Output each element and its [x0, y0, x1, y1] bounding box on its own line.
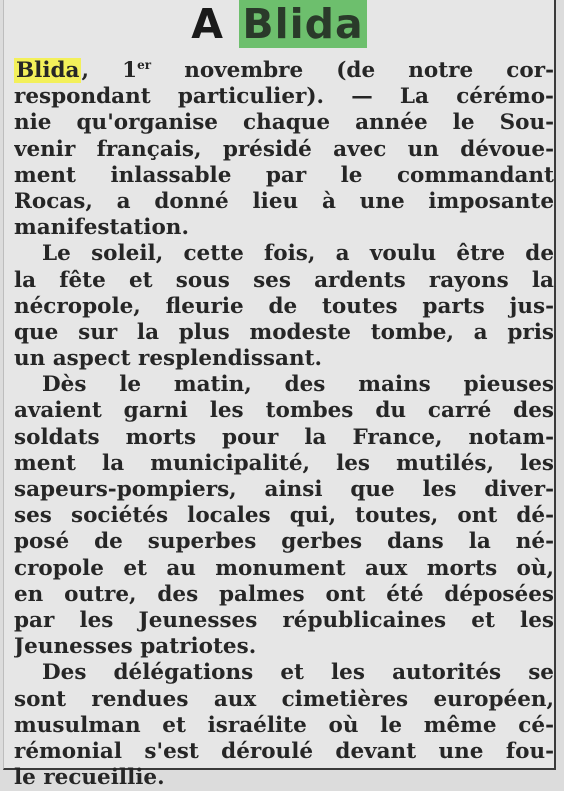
dateline-place-highlight: Blida — [16, 58, 80, 83]
article-line: sont rendues aux cimetières européen, — [14, 686, 554, 712]
article-body — [14, 58, 554, 791]
article-line: la fête et sous ses ardents rayons la — [14, 267, 554, 293]
article-line: ment la municipalité, les mutilés, les — [14, 450, 554, 476]
article-line: venir français, présidé avec un dévoue- — [14, 136, 554, 162]
article-line: posé de superbes gerbes dans la né- — [14, 529, 554, 555]
article-line: sapeurs-pompiers, ainsi que les diver- — [14, 477, 554, 502]
article-line: que sur la plus modeste tombe, a pris — [14, 319, 554, 345]
dateline-ordinal: er — [137, 58, 152, 72]
article-line: par les Jeunesses républicaines et les — [14, 607, 554, 633]
article-line: en outre, des palmes ont été déposées — [14, 581, 554, 607]
article-line: nécropole, fleurie de toutes parts jus- — [14, 293, 554, 319]
article-headline — [4, 0, 554, 48]
article-line: musulman et israélite où le même cé- — [14, 712, 554, 738]
article-line: ses sociétés locales qui, toutes, ont dé- — [14, 503, 554, 529]
dateline-day: 1 — [122, 58, 138, 83]
article-line: Des délégations et les autorités se — [42, 660, 554, 686]
article-line: Rocas, a donné lieu à une imposante — [14, 188, 554, 214]
article-line: un aspect resplendissant. — [14, 346, 323, 372]
article-line: le recueillie. — [14, 765, 165, 791]
dateline-line — [14, 58, 554, 84]
dateline-rest: novembre (de notre cor- — [151, 58, 554, 83]
article-line: nie qu'organise chaque année le Sou- — [14, 110, 554, 136]
article-line: ment inlassable par le commandant — [14, 162, 554, 188]
newspaper-clipping — [3, 0, 556, 791]
article-line: soldats morts pour la France, notam- — [14, 424, 554, 450]
article-line: Jeunesses patriotes. — [14, 634, 257, 660]
article-line: avaient garni les tombes du carré des — [14, 398, 554, 424]
headline-prefix: A — [191, 0, 225, 48]
article-line: cropole et au monument aux morts où, — [14, 555, 554, 581]
article-line: respondant particulier). — La cérémo- — [14, 84, 554, 110]
article-line: manifestation. — [14, 215, 189, 241]
article-line: rémonial s'est déroulé devant une fou- — [14, 738, 554, 764]
article-line: Le soleil, cette fois, a voulu être de — [42, 241, 554, 267]
article-line: Dès le matin, des mains pieuses — [42, 372, 554, 398]
dateline-comma: , — [81, 58, 89, 83]
headline-search-highlight: Blida — [239, 0, 366, 48]
